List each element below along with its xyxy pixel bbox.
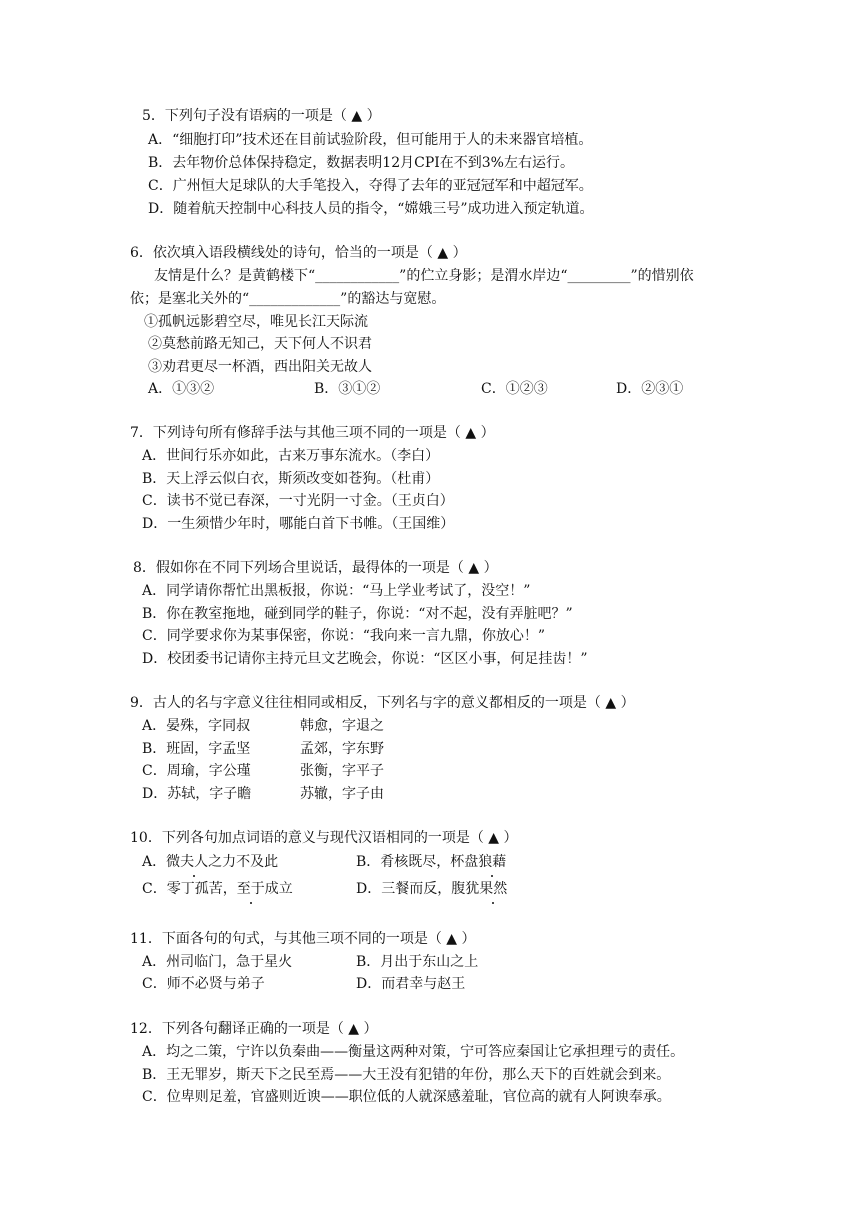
question-9-pair-b-left: B．班固，字孟坚 [142,741,251,757]
question-6-choice-d: D．②③① [616,381,684,397]
dotted-word: 果然 [479,881,508,897]
question-5-stem: 5．下列句子没有语病的一项是（ ▲ ） [142,108,381,124]
question-10-option-b: B．肴核既尽，杯盘狼藉 [356,854,507,870]
question-5-option-b: B．去年物价总体保持稳定，数据表明12月CPI在不到3%左右运行。 [148,155,574,171]
question-10-option-a: A．微夫人之力不及此 [142,854,279,870]
question-7-option-a: A．世间行乐亦如此，古来万事东流水。（李白） [142,448,440,464]
question-6-stem: 6．依次填入语段横线处的诗句，恰当的一项是（ ▲ ） [130,245,467,261]
question-6-choice-b: B．③①② [314,381,381,397]
question-6-choice-c: C．①②③ [481,381,548,397]
question-5-option-d: D．随着航天控制中心科技人员的指令，“嫦娥三号”成功进入预定轨道。 [148,201,594,217]
question-12-option-c: C．位卑则足羞，官盛则近谀——职位低的人就深感羞耻，官位高的就有人阿谀奉承。 [142,1089,671,1105]
question-6-passage-line-1: 友情是什么？是黄鹤楼下“____________”的伫立身影；是渭水岸边“_________”的惜别依 [154,268,694,284]
question-10-stem: 10．下列各句加点词语的意义与现代汉语相同的一项是（ ▲ ） [130,830,518,846]
question-9-stem: 9．古人的名与字意义往往相同或相反，下列名与字的意义都相反的一项是（ ▲ ） [130,695,635,711]
question-6-choice-a: A．①③② [148,381,215,397]
dotted-word: 夫人 [180,854,209,870]
question-8-option-a: A．同学请你帮忙出黑板报，你说：“马上学业考试了，没空！” [142,583,531,599]
question-9-pair-d-right: 苏辙，字子由 [300,786,384,802]
question-7-option-d: D．一生须惜少年时，哪能白首下书帷。（王国维） [142,516,455,532]
question-6-item-1: ①孤帆远影碧空尽，唯见长江天际流 [144,314,368,330]
question-8-option-b: B．你在教室拖地，碰到同学的鞋子，你说：“对不起，没有弄脏吧？” [142,606,573,622]
question-5-option-a: A．“细胞打印”技术还在目前试验阶段，但可能用于人的未来器官培植。 [148,132,593,148]
question-9-pair-d-left: D．苏轼，字子瞻 [142,786,252,802]
question-7-option-c: C．读书不觉已春深，一寸光阴一寸金。（王贞白） [142,493,454,509]
question-11-option-a: A．州司临门，急于星火 [142,954,293,970]
question-11-stem: 11．下面各句的句式，与其他三项不同的一项是（ ▲ ） [130,931,476,947]
question-12-option-a: A．均之二策，宁许以负秦曲——衡量这两种对策，宁可答应秦国让它承担理亏的责任。 [142,1044,685,1060]
question-12-option-b: B．王无罪岁，斯天下之民至焉——大王没有犯错的年份，那么天下的百姓就会到来。 [142,1067,671,1083]
dotted-word: 至于 [236,881,265,897]
question-10-option-d: D．三餐而反，腹犹果然 [356,881,508,897]
question-8-option-c: C．同学要求你为某事保密，你说：“我向来一言九鼎，你放心！” [142,628,546,644]
question-6-passage-line-2: 依；是塞北关外的“_____________”的豁达与宽慰。 [130,291,446,307]
question-8-stem: 8．假如你在不同下列场合里说话，最得体的一项是（ ▲ ） [133,560,498,576]
question-9-pair-b-right: 孟郊，字东野 [300,741,384,757]
question-11-option-b: B．月出于东山之上 [356,954,479,970]
question-9-pair-c-right: 张衡，字平子 [300,763,384,779]
question-11-option-c: C．师不必贤与弟子 [142,976,265,992]
question-6-item-3: ③劝君更尽一杯酒，西出阳关无故人 [148,359,372,375]
question-9-pair-c-left: C．周瑜，字公瑾 [142,763,251,779]
question-6-item-2: ②莫愁前路无知己，天下何人不识君 [148,336,372,352]
question-12-stem: 12．下列各句翻译正确的一项是（ ▲ ） [130,1021,378,1037]
question-10-option-c: C．零丁孤苦，至于成立 [142,881,293,897]
question-5-option-c: C．广州恒大足球队的大手笔投入，夺得了去年的亚冠冠军和中超冠军。 [148,178,593,194]
question-8-option-d: D．校团委书记请你主持元旦文艺晚会，你说：“区区小事，何足挂齿！” [142,651,588,667]
question-11-option-d: D．而君幸与赵王 [356,976,466,992]
question-9-pair-a-right: 韩愈，字退之 [300,718,384,734]
question-7-option-b: B．天上浮云似白衣，斯须改变如苍狗。（杜甫） [142,471,440,487]
question-7-stem: 7．下列诗句所有修辞手法与其他三项不同的一项是（ ▲ ） [130,425,495,441]
dotted-word: 狼藉 [478,854,507,870]
question-9-pair-a-left: A．晏殊，字同叔 [142,718,251,734]
